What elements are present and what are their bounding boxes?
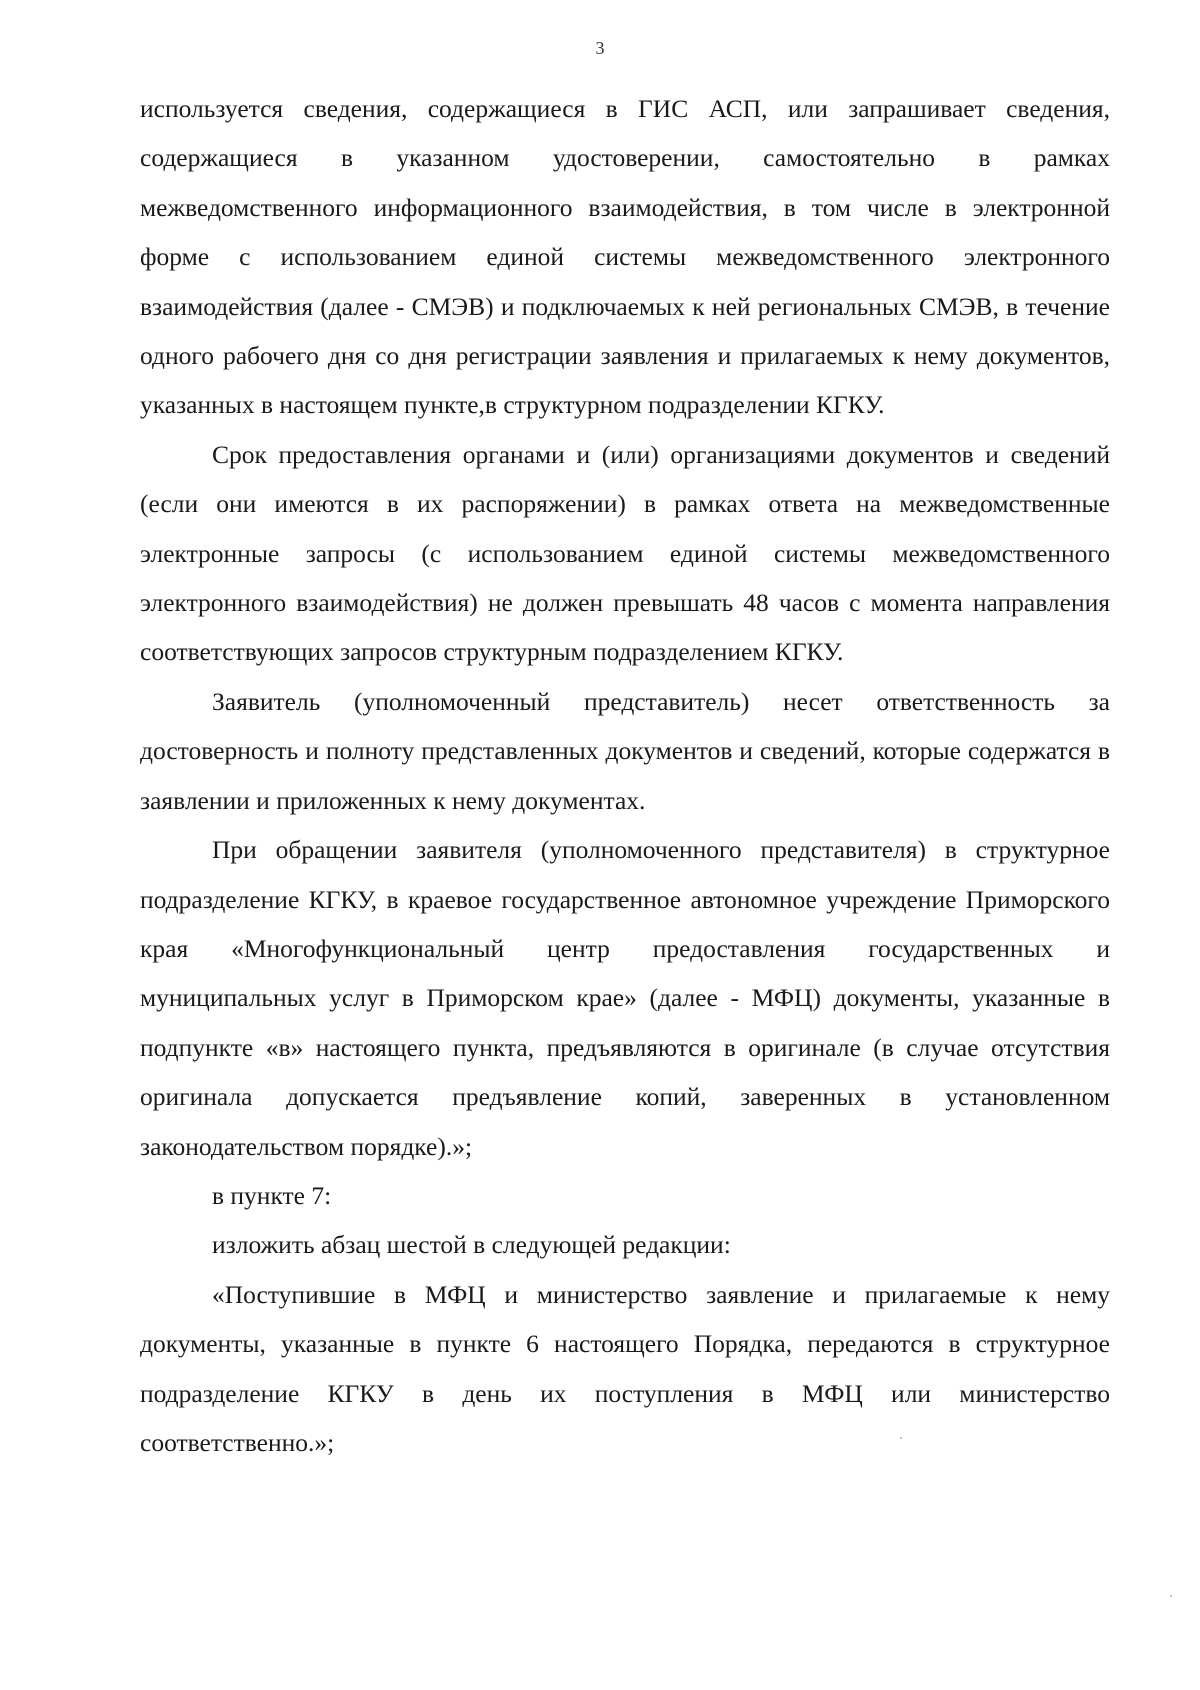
scan-speck bbox=[900, 1437, 902, 1439]
scan-speck bbox=[1170, 1595, 1172, 1597]
paragraph-responsibility: Заявитель (уполномоченный представитель) несет ответственность за достоверность и полноту представленных документов и сведений, которые содержатся в заявлении и приложенных к нему документах. bbox=[140, 686, 1110, 815]
page-number: 3 bbox=[595, 38, 605, 58]
paragraph-amend-instruction: изложить абзац шестой в следующей редакции: bbox=[212, 1230, 731, 1260]
paragraph-point-7: в пункте 7: bbox=[212, 1180, 332, 1210]
paragraph-new-wording: «Поступившие в МФЦ и министерство заявление и прилагаемые к нему документы, указанные в пункте 6 настоящего Порядка, передаются в структурное подразделение КГКУ в день их поступления в МФЦ или министерство соответственно.»; bbox=[140, 1279, 1110, 1457]
paragraph-deadline: Срок предоставления органами и (или) организациями документов и сведений (если они имеются в их распоряжении) в рамках ответа на межведомственные электронные запросы (с использованием единой системы межведомственного электронного взаимодействия) не должен превышать 48 часов с момента направления соответствующих запросов структурным подразделением КГКУ. bbox=[140, 439, 1110, 667]
document-body bbox=[140, 84, 1110, 1467]
paragraph-continuation: используется сведения, содержащиеся в ГИС АСП, или запрашивает сведения, содержащиеся в указанном удостоверении, самостоятельно в рамках межведомственного информационного взаимодействия, в том числе в электронной форме с использованием единой системы межведомственного электронного взаимодействия (далее - СМЭВ) и подключаемых к ней региональных СМЭВ, в течение одного рабочего дня со дня регистрации заявления и прилагаемых к нему документов, указанных в настоящем пункте,в структурном подразделении КГКУ. bbox=[140, 94, 1110, 420]
paragraph-mfc-originals: При обращении заявителя (уполномоченного представителя) в структурное подразделение КГКУ, в краевое государственное автономное учреждение Приморского края «Многофункциональный центр предоставления государственных и муниципальных услуг в Приморском крае» (далее - МФЦ) документы, указанные в подпункте «в» настоящего пункта, предъявляются в оригинале (в случае отсутствия оригинала допускается предъявление копий, заверенных в установленном законодательством порядке).»; bbox=[140, 835, 1110, 1161]
